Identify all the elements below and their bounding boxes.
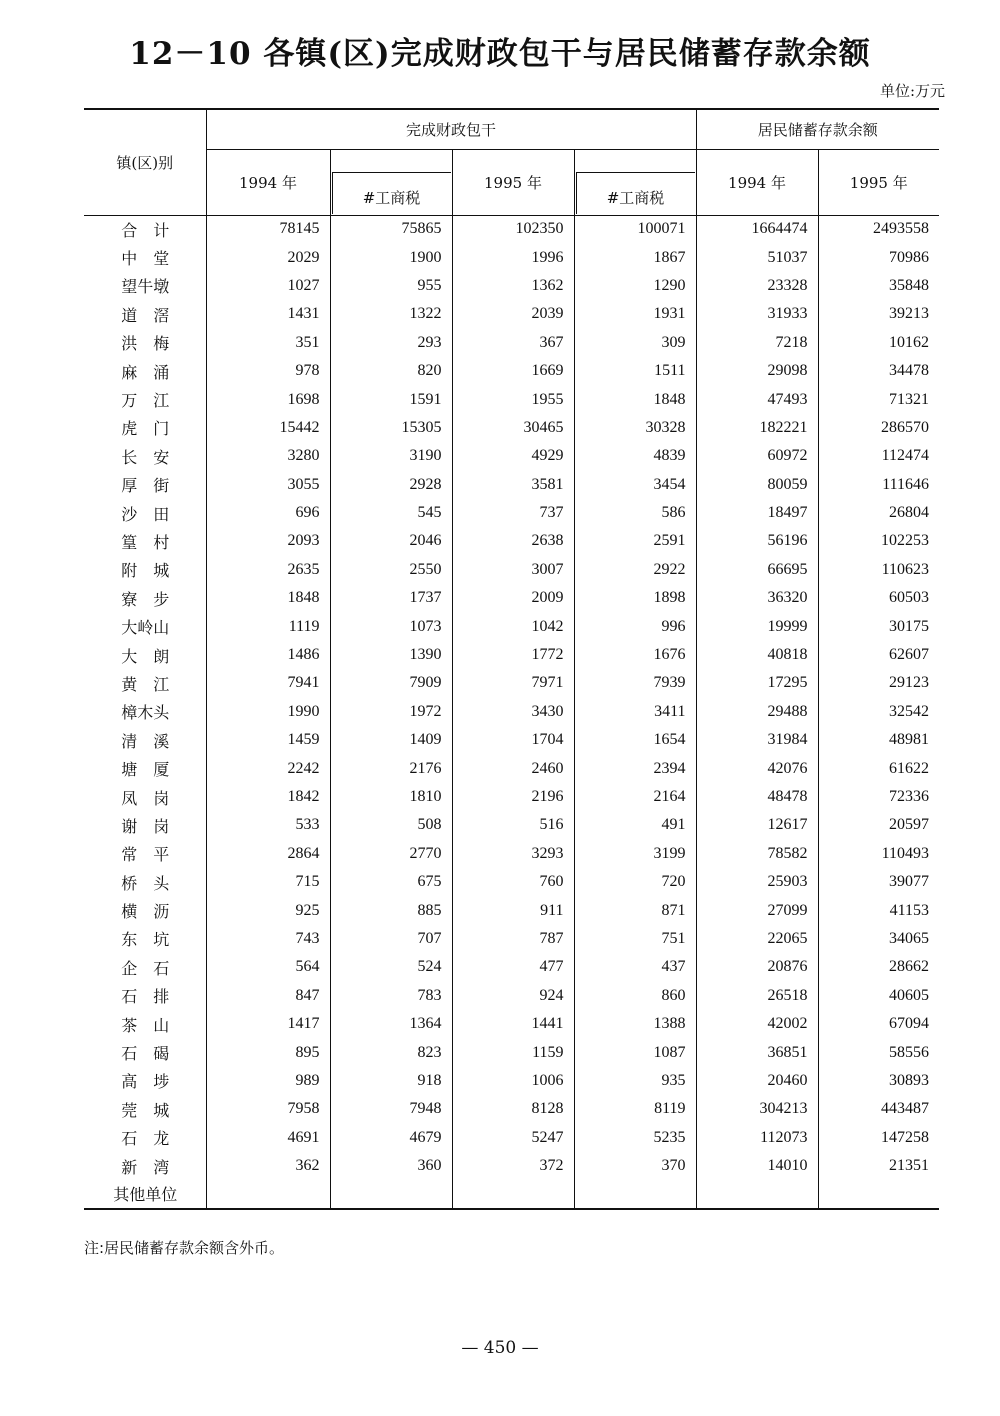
value-cell: 1388	[574, 1010, 696, 1038]
value-cell: 1441	[452, 1010, 574, 1038]
value-cell: 1955	[452, 385, 574, 413]
value-cell: 5235	[574, 1124, 696, 1152]
value-cell: 524	[330, 953, 452, 981]
value-cell: 20597	[818, 811, 939, 839]
value-cell: 30175	[818, 612, 939, 640]
table-row	[84, 357, 939, 385]
value-cell: 675	[330, 868, 452, 896]
table-row	[84, 556, 939, 584]
value-cell: 31984	[696, 726, 818, 754]
table-row	[84, 868, 939, 896]
value-cell: 367	[452, 329, 574, 357]
value-cell: 1459	[206, 726, 330, 754]
table-row	[84, 840, 939, 868]
table-row	[84, 953, 939, 981]
table-row	[84, 243, 939, 271]
value-cell: 286570	[818, 414, 939, 442]
table-row	[84, 300, 939, 328]
value-cell: 32542	[818, 698, 939, 726]
value-cell: 112474	[818, 442, 939, 470]
data-table	[84, 108, 939, 1210]
table-row	[84, 584, 939, 612]
page-title: 12－10 各镇(区)完成财政包干与居民储蓄存款余额	[129, 36, 871, 72]
footnote: 注:居民储蓄存款余额含外币。	[84, 1239, 285, 1257]
region-name-cell: 合 计	[121, 220, 170, 240]
value-cell: 80059	[696, 471, 818, 499]
value-cell: 66695	[696, 556, 818, 584]
value-cell: 823	[330, 1038, 452, 1066]
value-cell: 10162	[818, 329, 939, 357]
value-cell: 1119	[206, 612, 330, 640]
value-cell: 29123	[818, 669, 939, 697]
region-name-cell: 洪 梅	[121, 334, 170, 354]
header-fiscal-1995-tax	[574, 149, 696, 215]
value-cell: 60503	[818, 584, 939, 612]
value-cell: 70986	[818, 243, 939, 271]
value-cell: 75865	[330, 215, 452, 243]
region-name-cell: 道 滘	[121, 305, 170, 325]
value-cell: 34478	[818, 357, 939, 385]
value-cell: 437	[574, 953, 696, 981]
value-cell: 1591	[330, 385, 452, 413]
region-name-cell: 望牛墩	[121, 277, 170, 297]
region-name-cell: 虎 门	[121, 419, 170, 439]
value-cell: 362	[206, 1152, 330, 1180]
value-cell: 110623	[818, 556, 939, 584]
value-cell: 1087	[574, 1038, 696, 1066]
table-row	[84, 499, 939, 527]
value-cell: 2460	[452, 754, 574, 782]
value-cell: 29098	[696, 357, 818, 385]
value-cell: 1704	[452, 726, 574, 754]
value-cell: 516	[452, 811, 574, 839]
value-cell: 20460	[696, 1067, 818, 1095]
table-row	[84, 1180, 939, 1208]
value-cell: 2242	[206, 754, 330, 782]
value-cell	[452, 1180, 574, 1208]
value-cell: 1972	[330, 698, 452, 726]
value-cell: 21351	[818, 1152, 939, 1180]
value-cell: 78145	[206, 215, 330, 243]
value-cell: 1931	[574, 300, 696, 328]
value-cell: 36320	[696, 584, 818, 612]
value-cell: 35848	[818, 272, 939, 300]
value-cell: 1006	[452, 1067, 574, 1095]
value-cell: 4839	[574, 442, 696, 470]
region-name-cell: 谢 岗	[121, 816, 170, 836]
value-cell: 34065	[818, 925, 939, 953]
table-row	[84, 215, 939, 243]
value-cell: 1898	[574, 584, 696, 612]
value-cell: 100071	[574, 215, 696, 243]
value-cell: 7971	[452, 669, 574, 697]
value-cell: 586	[574, 499, 696, 527]
table-row	[84, 982, 939, 1010]
value-cell: 4679	[330, 1124, 452, 1152]
value-cell: 1842	[206, 783, 330, 811]
value-cell: 911	[452, 896, 574, 924]
value-cell: 895	[206, 1038, 330, 1066]
value-cell: 7948	[330, 1095, 452, 1123]
table-row	[84, 641, 939, 669]
value-cell	[206, 1180, 330, 1208]
value-cell: 67094	[818, 1010, 939, 1038]
value-cell: 2928	[330, 471, 452, 499]
table-row	[84, 1124, 939, 1152]
value-cell: 545	[330, 499, 452, 527]
value-cell: 36851	[696, 1038, 818, 1066]
value-cell: 7958	[206, 1095, 330, 1123]
value-cell: 1362	[452, 272, 574, 300]
value-cell: 7909	[330, 669, 452, 697]
value-cell: 20876	[696, 953, 818, 981]
value-cell: 2922	[574, 556, 696, 584]
value-cell: 1409	[330, 726, 452, 754]
region-name-cell: 常 平	[121, 845, 170, 865]
value-cell: 3199	[574, 840, 696, 868]
region-name-cell: 石 龙	[121, 1129, 170, 1149]
region-name-cell: 樟木头	[121, 703, 170, 723]
value-cell: 7941	[206, 669, 330, 697]
header-group-fiscal: 完成财政包干	[206, 109, 696, 149]
value-cell: 1511	[574, 357, 696, 385]
value-cell: 7939	[574, 669, 696, 697]
value-cell: 42002	[696, 1010, 818, 1038]
value-cell: 477	[452, 953, 574, 981]
value-cell: 71321	[818, 385, 939, 413]
value-cell: 309	[574, 329, 696, 357]
value-cell: 3430	[452, 698, 574, 726]
value-cell: 304213	[696, 1095, 818, 1123]
header-region: 镇(区)别	[84, 109, 206, 215]
value-cell: 2591	[574, 527, 696, 555]
value-cell: 18497	[696, 499, 818, 527]
table-row	[84, 1067, 939, 1095]
value-cell: 147258	[818, 1124, 939, 1152]
value-cell: 7218	[696, 329, 818, 357]
table-row	[84, 527, 939, 555]
region-name-cell: 其他单位	[84, 1180, 206, 1208]
region-name-cell: 桥 头	[121, 873, 170, 893]
value-cell: 2394	[574, 754, 696, 782]
value-cell: 847	[206, 982, 330, 1010]
value-cell: 1290	[574, 272, 696, 300]
value-cell: 2009	[452, 584, 574, 612]
value-cell: 30465	[452, 414, 574, 442]
value-cell: 1417	[206, 1010, 330, 1038]
value-cell: 2770	[330, 840, 452, 868]
value-cell: 955	[330, 272, 452, 300]
value-cell: 5247	[452, 1124, 574, 1152]
table-row	[84, 754, 939, 782]
table-row	[84, 925, 939, 953]
value-cell: 760	[452, 868, 574, 896]
value-cell: 2493558	[818, 215, 939, 243]
table-row	[84, 442, 939, 470]
table-row	[84, 783, 939, 811]
value-cell: 2046	[330, 527, 452, 555]
table-row	[84, 1152, 939, 1180]
table-row	[84, 272, 939, 300]
value-cell: 720	[574, 868, 696, 896]
value-cell: 3454	[574, 471, 696, 499]
value-cell: 935	[574, 1067, 696, 1095]
value-cell: 112073	[696, 1124, 818, 1152]
table-row	[84, 612, 939, 640]
table-row	[84, 471, 939, 499]
value-cell: 102350	[452, 215, 574, 243]
value-cell: 3293	[452, 840, 574, 868]
value-cell: 30893	[818, 1067, 939, 1095]
region-name-cell: 高 埗	[121, 1072, 170, 1092]
value-cell: 1654	[574, 726, 696, 754]
region-name-cell: 塘 厦	[121, 760, 170, 780]
region-name-cell: 万 江	[121, 391, 170, 411]
value-cell: 372	[452, 1152, 574, 1180]
value-cell: 564	[206, 953, 330, 981]
region-name-cell: 长 安	[121, 447, 170, 467]
table-row	[84, 726, 939, 754]
value-cell: 2550	[330, 556, 452, 584]
value-cell: 3411	[574, 698, 696, 726]
region-name-cell: 附 城	[121, 561, 170, 581]
value-cell: 2196	[452, 783, 574, 811]
value-cell: 885	[330, 896, 452, 924]
header-tax-label: #工商税	[332, 172, 451, 214]
value-cell: 60972	[696, 442, 818, 470]
value-cell: 17295	[696, 669, 818, 697]
value-cell: 1390	[330, 641, 452, 669]
value-cell: 102253	[818, 527, 939, 555]
value-cell: 2164	[574, 783, 696, 811]
region-name-cell: 东 坑	[121, 930, 170, 950]
header-fiscal-1994-tax	[330, 149, 452, 215]
value-cell: 3280	[206, 442, 330, 470]
header-savings-1994: 1994 年	[696, 149, 818, 215]
table-body	[84, 215, 939, 1209]
page-number: — 450 —	[461, 1338, 539, 1358]
value-cell: 491	[574, 811, 696, 839]
value-cell: 56196	[696, 527, 818, 555]
value-cell: 1322	[330, 300, 452, 328]
table-row	[84, 896, 939, 924]
region-name-cell: 中 堂	[121, 249, 170, 269]
value-cell: 72336	[818, 783, 939, 811]
table-row	[84, 385, 939, 413]
value-cell: 42076	[696, 754, 818, 782]
value-cell: 182221	[696, 414, 818, 442]
value-cell: 996	[574, 612, 696, 640]
value-cell: 918	[330, 1067, 452, 1095]
region-name-cell: 石 碣	[121, 1044, 170, 1064]
value-cell: 715	[206, 868, 330, 896]
region-name-cell: 寮 步	[121, 589, 170, 609]
value-cell: 3055	[206, 471, 330, 499]
value-cell: 3190	[330, 442, 452, 470]
value-cell: 3007	[452, 556, 574, 584]
value-cell: 28662	[818, 953, 939, 981]
region-name-cell: 篁 村	[121, 532, 170, 552]
value-cell: 8119	[574, 1095, 696, 1123]
value-cell: 26518	[696, 982, 818, 1010]
value-cell: 360	[330, 1152, 452, 1180]
region-name-cell: 麻 涌	[121, 362, 170, 382]
value-cell: 787	[452, 925, 574, 953]
value-cell: 2039	[452, 300, 574, 328]
region-name-cell: 大岭山	[121, 618, 170, 638]
value-cell: 110493	[818, 840, 939, 868]
value-cell: 15442	[206, 414, 330, 442]
value-cell: 27099	[696, 896, 818, 924]
value-cell: 2029	[206, 243, 330, 271]
value-cell: 1990	[206, 698, 330, 726]
value-cell: 1486	[206, 641, 330, 669]
region-name-cell: 黄 江	[121, 674, 170, 694]
value-cell: 508	[330, 811, 452, 839]
value-cell: 40818	[696, 641, 818, 669]
value-cell: 61622	[818, 754, 939, 782]
value-cell: 924	[452, 982, 574, 1010]
value-cell: 39213	[818, 300, 939, 328]
header-fiscal-1994: 1994 年	[206, 149, 330, 215]
value-cell: 2093	[206, 527, 330, 555]
value-cell: 1737	[330, 584, 452, 612]
value-cell: 1772	[452, 641, 574, 669]
region-name-cell: 茶 山	[121, 1015, 170, 1035]
value-cell: 47493	[696, 385, 818, 413]
region-name-cell: 企 石	[121, 958, 170, 978]
value-cell: 696	[206, 499, 330, 527]
value-cell: 989	[206, 1067, 330, 1095]
header-fiscal-1995: 1995 年	[452, 149, 574, 215]
value-cell: 39077	[818, 868, 939, 896]
value-cell: 1996	[452, 243, 574, 271]
value-cell: 1900	[330, 243, 452, 271]
region-name-cell: 新 湾	[121, 1157, 170, 1177]
value-cell: 737	[452, 499, 574, 527]
value-cell: 3581	[452, 471, 574, 499]
value-cell: 8128	[452, 1095, 574, 1123]
value-cell: 22065	[696, 925, 818, 953]
header-savings-1995: 1995 年	[818, 149, 939, 215]
value-cell: 871	[574, 896, 696, 924]
value-cell: 23328	[696, 272, 818, 300]
value-cell: 40605	[818, 982, 939, 1010]
value-cell: 31933	[696, 300, 818, 328]
value-cell: 1867	[574, 243, 696, 271]
value-cell: 29488	[696, 698, 818, 726]
value-cell: 78582	[696, 840, 818, 868]
value-cell: 533	[206, 811, 330, 839]
value-cell: 2638	[452, 527, 574, 555]
value-cell: 2176	[330, 754, 452, 782]
value-cell: 15305	[330, 414, 452, 442]
value-cell: 19999	[696, 612, 818, 640]
value-cell: 1848	[574, 385, 696, 413]
value-cell: 14010	[696, 1152, 818, 1180]
value-cell: 1364	[330, 1010, 452, 1038]
value-cell: 370	[574, 1152, 696, 1180]
header-group-savings: 居民储蓄存款余额	[696, 109, 939, 149]
value-cell: 111646	[818, 471, 939, 499]
value-cell	[696, 1180, 818, 1208]
value-cell: 51037	[696, 243, 818, 271]
value-cell: 1664474	[696, 215, 818, 243]
region-name-cell: 莞 城	[121, 1100, 170, 1120]
value-cell: 1676	[574, 641, 696, 669]
value-cell: 26804	[818, 499, 939, 527]
value-cell: 2864	[206, 840, 330, 868]
region-name-cell: 横 沥	[121, 902, 170, 922]
value-cell: 293	[330, 329, 452, 357]
region-name-cell: 清 溪	[121, 731, 170, 751]
value-cell: 1848	[206, 584, 330, 612]
value-cell: 978	[206, 357, 330, 385]
value-cell: 1027	[206, 272, 330, 300]
value-cell: 751	[574, 925, 696, 953]
value-cell: 1669	[452, 357, 574, 385]
value-cell: 820	[330, 357, 452, 385]
value-cell: 41153	[818, 896, 939, 924]
table-row	[84, 414, 939, 442]
header-tax-label: #工商税	[576, 172, 695, 214]
value-cell: 48478	[696, 783, 818, 811]
value-cell: 62607	[818, 641, 939, 669]
value-cell: 12617	[696, 811, 818, 839]
value-cell	[330, 1180, 452, 1208]
value-cell: 707	[330, 925, 452, 953]
table-row	[84, 698, 939, 726]
value-cell: 4929	[452, 442, 574, 470]
value-cell: 30328	[574, 414, 696, 442]
value-cell: 1431	[206, 300, 330, 328]
value-cell	[574, 1180, 696, 1208]
value-cell: 48981	[818, 726, 939, 754]
table-row	[84, 329, 939, 357]
value-cell: 2635	[206, 556, 330, 584]
value-cell: 25903	[696, 868, 818, 896]
value-cell: 4691	[206, 1124, 330, 1152]
region-name-cell: 大 朗	[121, 646, 170, 666]
region-name-cell: 沙 田	[121, 504, 170, 524]
value-cell: 1159	[452, 1038, 574, 1066]
value-cell: 1042	[452, 612, 574, 640]
value-cell: 783	[330, 982, 452, 1010]
table-row	[84, 669, 939, 697]
unit-label: 单位:万元	[879, 82, 945, 100]
value-cell: 925	[206, 896, 330, 924]
value-cell: 743	[206, 925, 330, 953]
value-cell: 443487	[818, 1095, 939, 1123]
region-name-cell: 凤 岗	[121, 788, 170, 808]
value-cell	[818, 1180, 939, 1208]
region-name-cell: 石 排	[121, 987, 170, 1007]
table-row	[84, 1010, 939, 1038]
region-name-cell: 厚 街	[121, 476, 170, 496]
value-cell: 351	[206, 329, 330, 357]
value-cell: 1698	[206, 385, 330, 413]
value-cell: 1073	[330, 612, 452, 640]
value-cell: 860	[574, 982, 696, 1010]
value-cell: 1810	[330, 783, 452, 811]
value-cell: 58556	[818, 1038, 939, 1066]
table-row	[84, 1038, 939, 1066]
table-row	[84, 1095, 939, 1123]
table-row	[84, 811, 939, 839]
